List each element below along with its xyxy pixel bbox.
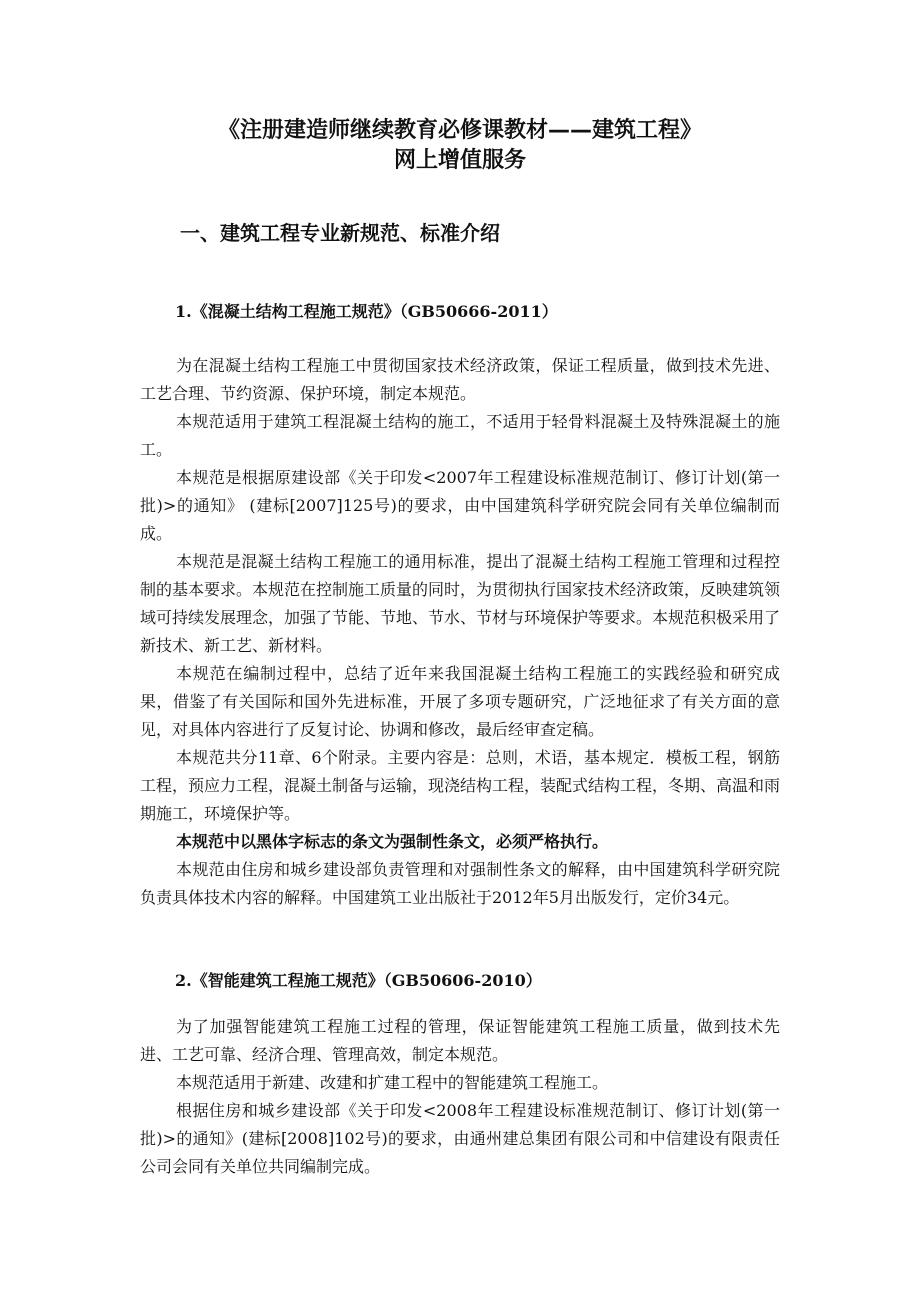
mandatory-clause-notice: 本规范中以黑体字标志的条文为强制性条文，必须严格执行。 <box>176 832 609 851</box>
paragraph: 本规范在编制过程中，总结了近年来我国混凝土结构工程施工的实践经验和研究成果，借鉴了有关国际和国外先进标准，开展了多项专题研究，广泛地征求了有关方面的意见，对具体内容进行了反复讨论、协调和修改，最后经审查定稿。 <box>140 664 780 739</box>
section-heading: 一、建筑工程专业新规范、标准介绍 <box>180 221 500 245</box>
paragraph: 根据住房和城乡建设部《关于印发<2008年工程建设标准规范制订、修订计划(第一批)>的通知》(建标[2008]102号)的要求，由通州建总集团有限公司和中信建设有限责任公司会同有关单位共同编制完成。 <box>140 1101 780 1176</box>
paragraph: 为了加强智能建筑工程施工过程的管理，保证智能建筑工程施工质量，做到技术先进、工艺可靠、经济合理、管理高效，制定本规范。 <box>140 1017 780 1064</box>
item-heading-1: 1.《混凝土结构工程施工规范》（GB50666-2011） <box>175 302 558 321</box>
item-body-2 <box>140 1013 780 1181</box>
paragraph: 本规范由住房和城乡建设部负责管理和对强制性条文的解释，由中国建筑科学研究院负责具体技术内容的解释。中国建筑工业出版社于2012年5月出版发行，定价34元。 <box>140 860 780 907</box>
document-title-line2: 网上增值服务 <box>393 148 526 173</box>
item-body-1 <box>140 352 780 912</box>
item-heading-2: 2.《智能建筑工程施工规范》（GB50606-2010） <box>175 971 542 990</box>
document-title-line1: 《注册建造师继续教育必修课教材——建筑工程》 <box>217 118 702 143</box>
paragraph: 本规范是混凝土结构工程施工的通用标准，提出了混凝土结构工程施工管理和过程控制的基本要求。本规范在控制施工质量的同时，为贯彻执行国家技术经济政策，反映建筑领域可持续发展理念，加强了节能、节地、节水、节材与环境保护等要求。本规范积极采用了新技术、新工艺、新材料。 <box>140 552 781 655</box>
paragraph: 本规范是根据原建设部《关于印发<2007年工程建设标准规范制订、修订计划(第一批)>的通知》 (建标[2007]125号)的要求，由中国建筑科学研究院会同有关单位编制而成。 <box>140 468 780 543</box>
paragraph: 本规范共分11章、6个附录。主要内容是：总则，术语，基本规定．模板工程，钢筋工程，预应力工程，混凝土制备与运输，现浇结构工程，装配式结构工程，冬期、高温和雨期施工，环境保护等。 <box>140 748 781 823</box>
paragraph: 本规范适用于新建、改建和扩建工程中的智能建筑工程施工。 <box>176 1073 609 1092</box>
paragraph: 为在混凝土结构工程施工中贯彻国家技术经济政策，保证工程质量，做到技术先进、工艺合理、节约资源、保护环境，制定本规范。 <box>140 356 780 403</box>
paragraph: 本规范适用于建筑工程混凝土结构的施工，不适用于轻骨料混凝土及特殊混凝土的施工。 <box>140 412 780 459</box>
